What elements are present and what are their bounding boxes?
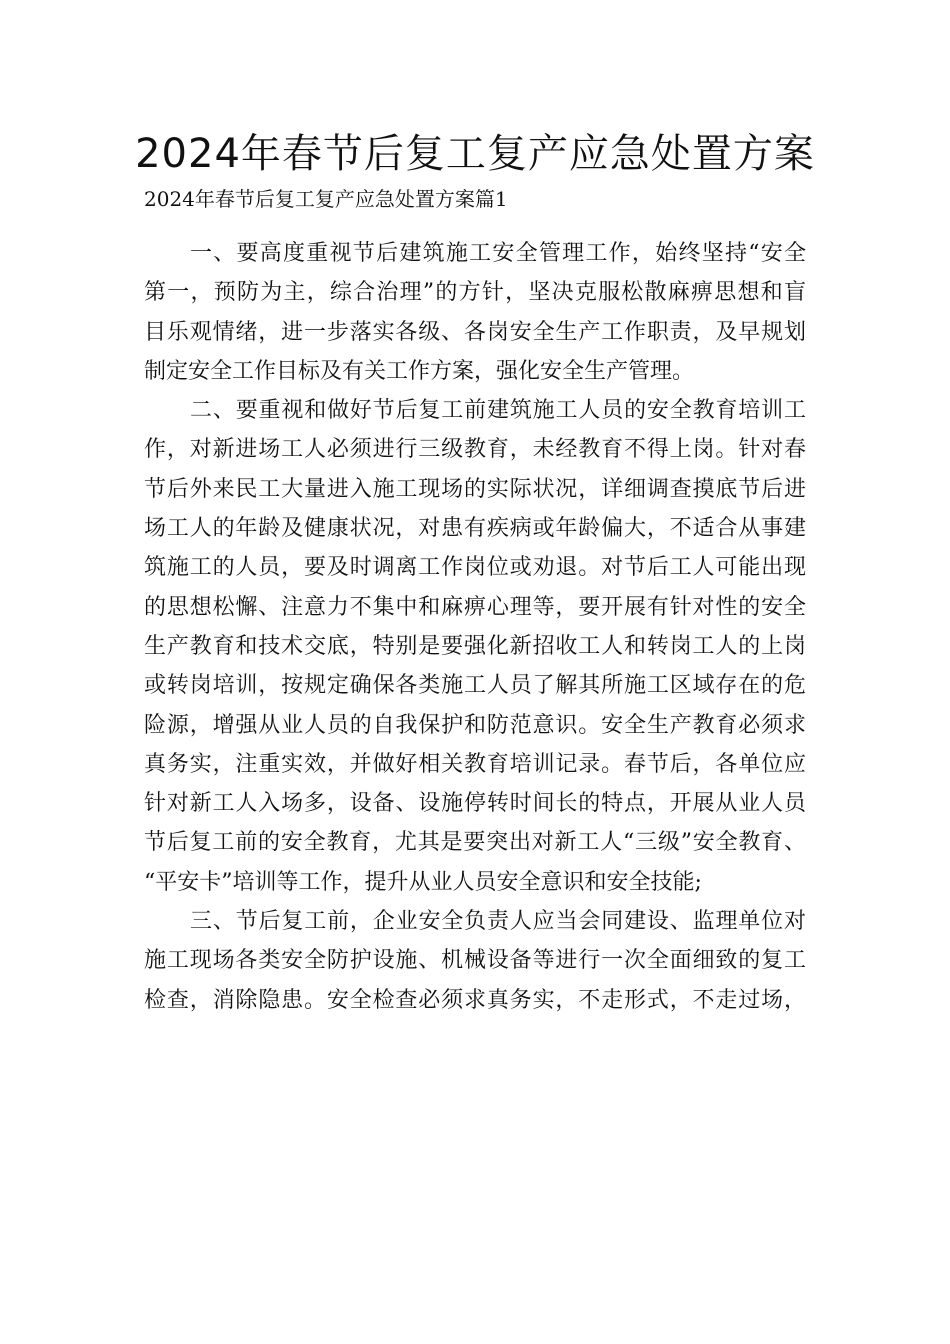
paragraph-line: 或转岗培训，按规定确保各类施工人员了解其所施工区域存在的危 [144, 673, 806, 699]
paragraph-2 [144, 391, 806, 902]
paragraph-line: 施工现场各类安全防护设施、机械设备等进行一次全面细致的复工 [144, 948, 806, 974]
paragraph-line: 三、节后复工前，企业安全负责人应当会同建设、监理单位对 [190, 909, 806, 935]
paragraph-line: 节后复工前的安全教育，尤其是要突出对新工人“三级”安全教育、 [144, 830, 806, 856]
paragraph-line: 第一，预防为主，综合治理”的方针，坚决克服松散麻痹思想和盲 [144, 280, 806, 306]
paragraph-line: 的思想松懈、注意力不集中和麻痹心理等，要开展有针对性的安全 [144, 594, 806, 620]
paragraph-line: 生产教育和技术交底，特别是要强化新招收工人和转岗工人的上岗 [144, 633, 806, 659]
paragraph-line: 场工人的年龄及健康状况，对患有疾病或年龄偏大，不适合从事建 [144, 516, 806, 542]
paragraph-line: 目乐观情绪，进一步落实各级、各岗安全生产工作职责，及早规划 [144, 319, 806, 345]
paragraph-line: 检查，消除隐患。安全检查必须求真务实，不走形式，不走过场， [144, 987, 806, 1013]
paragraph-line: 二、要重视和做好节后复工前建筑施工人员的安全教育培训工 [190, 398, 806, 424]
paragraph-1 [144, 234, 806, 391]
paragraph-line: 节后外来民工大量进入施工现场的实际状况，详细调查摸底节后进 [144, 476, 806, 502]
paragraph-line: 针对新工人入场多，设备、设施停转时间长的特点，开展从业人员 [144, 791, 806, 817]
paragraph-line: 筑施工的人员，要及时调离工作岗位或劝退。对节后工人可能出现 [144, 555, 806, 581]
paragraph-line: 真务实，注重实效，并做好相关教育培训记录。春节后，各单位应 [144, 751, 806, 777]
paragraph-line: “平安卡”培训等工作，提升从业人员安全意识和安全技能; [144, 869, 702, 895]
paragraph-line: 制定安全工作目标及有关工作方案，强化安全生产管理。 [144, 358, 695, 384]
paragraph-line: 一、要高度重视节后建筑施工安全管理工作，始终坚持“安全 [190, 241, 806, 266]
document-subtitle: 2024年春节后复工复产应急处置方案篇1 [144, 187, 508, 211]
paragraph-3 [144, 902, 806, 1020]
paragraph-line: 作，对新进场工人必须进行三级教育，未经教育不得上岗。针对春 [144, 437, 806, 463]
document-body [144, 234, 806, 1020]
paragraph-line: 险源，增强从业人员的自我保护和防范意识。安全生产教育必须求 [144, 712, 806, 738]
document-title: 2024年春节后复工复产应急处置方案 [135, 131, 815, 177]
